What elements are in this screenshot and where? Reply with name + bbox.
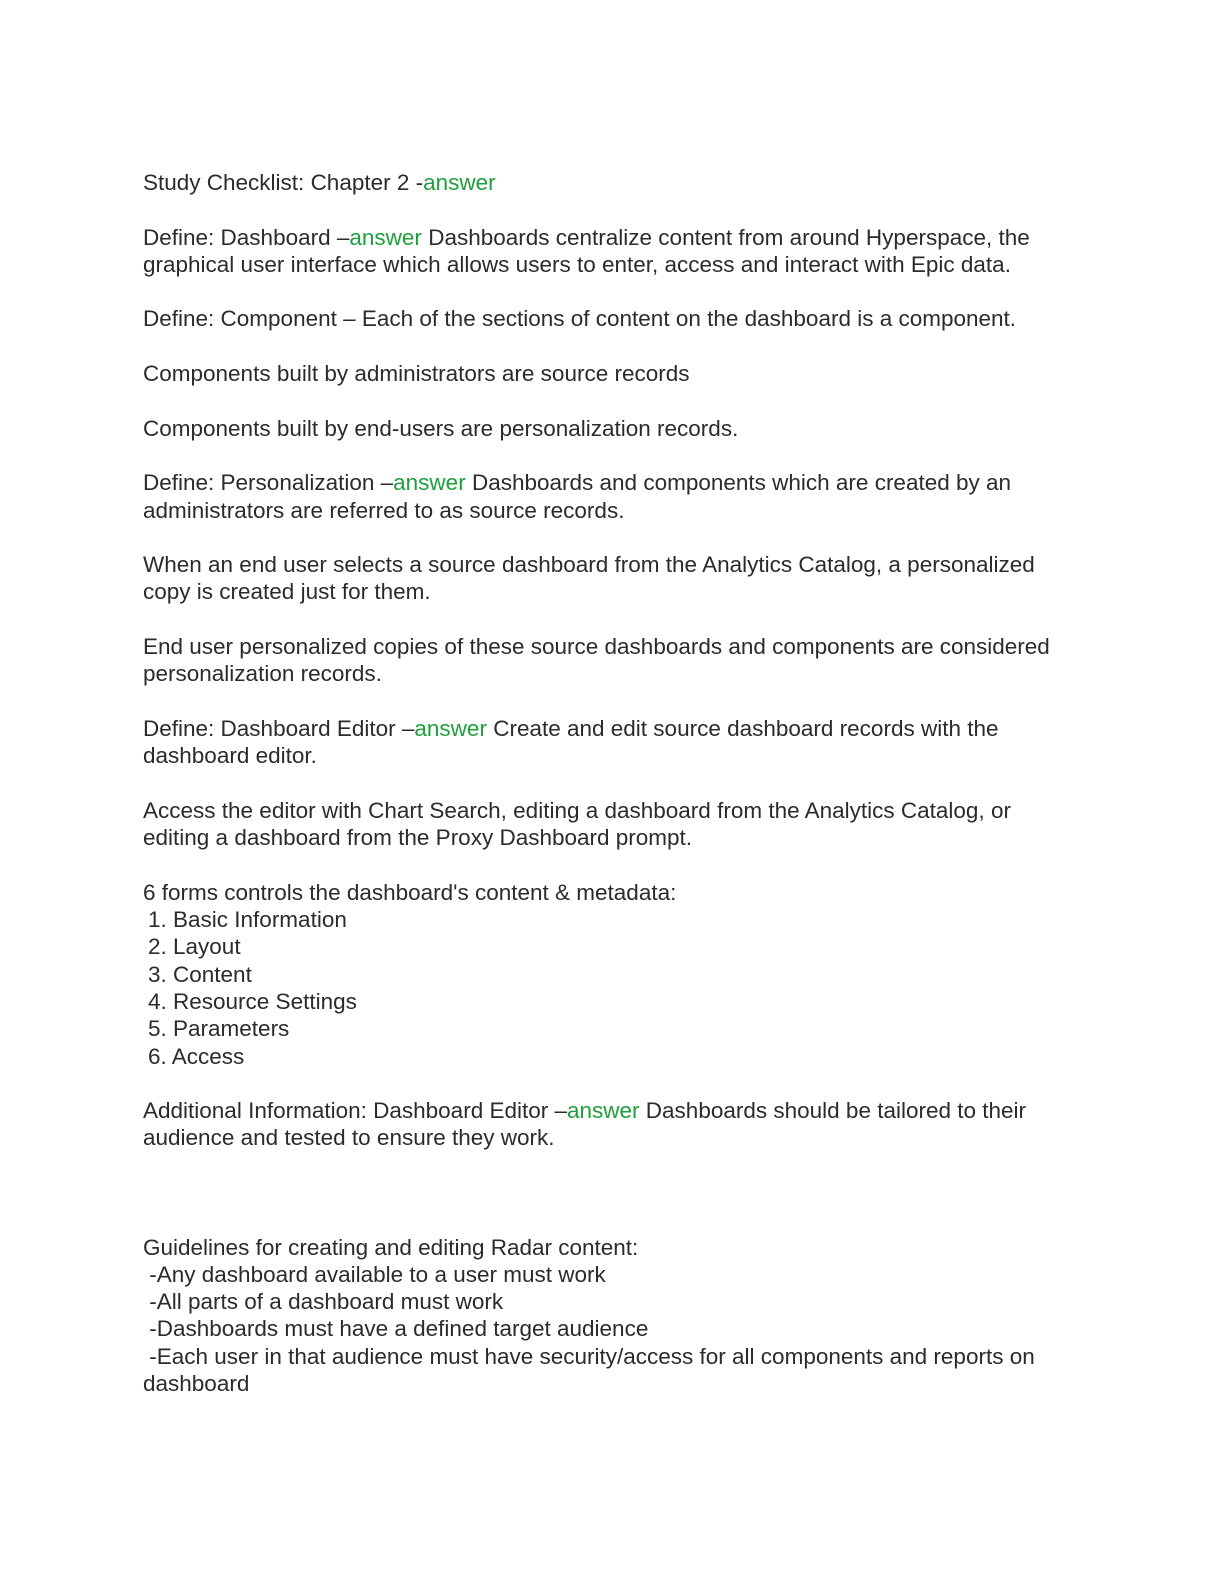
document-page — [143, 169, 1078, 1479]
additional-info-term: Additional Information: Dashboard Editor – — [143, 1098, 567, 1124]
additional-information — [143, 1097, 1078, 1152]
list-item: -Dashboards must have a defined target audience — [143, 1316, 649, 1342]
additional-info-answer-text: Dashboards should be tailored to their audience and tested to ensure they work. — [143, 1098, 1027, 1151]
answer-label: answer — [393, 470, 466, 496]
list-item: 1. Basic Information — [148, 907, 347, 933]
personalized-copy-note: When an end user selects a source dashboard from the Analytics Catalog, a personalized copy is created just for them. — [143, 552, 1035, 605]
components-end-users-note: Components built by end-users are personalization records. — [143, 415, 739, 441]
list-item: -Each user in that audience must have security/access for all components and reports on dashboard — [143, 1343, 1041, 1397]
list-item: 3. Content — [148, 961, 252, 987]
document-title — [143, 169, 1078, 196]
list-item: 6. Access — [148, 1043, 245, 1069]
answer-label: answer — [414, 715, 487, 741]
answer-label: answer — [423, 170, 496, 195]
answer-label: answer — [567, 1098, 640, 1124]
personalization-answer-text: Dashboards and components which are created by an administrators are referred to as source records. — [143, 470, 1012, 523]
personalization-definition — [143, 469, 1078, 524]
dashboard-answer-text: Dashboards centralize content from around Hyperspace, the graphical user interface which allows users to enter, access and interact with Epic data. — [143, 224, 1030, 277]
guidelines-intro: Guidelines for creating and editing Radar content: — [143, 1234, 639, 1260]
forms-section — [143, 879, 1078, 1070]
answer-label: answer — [349, 224, 422, 250]
dashboard-editor-answer-text: Create and edit source dashboard records with the dashboard editor. — [143, 715, 999, 769]
personalization-records-note: End user personalized copies of these source dashboards and components are considered personalization records. — [143, 634, 1050, 687]
dashboard-editor-definition — [143, 715, 1078, 770]
list-item: -Any dashboard available to a user must work — [143, 1261, 606, 1287]
list-item: 2. Layout — [148, 934, 241, 960]
title-text: Study Checklist: Chapter 2 - — [143, 170, 424, 195]
forms-intro: 6 forms controls the dashboard's content & metadata: — [143, 879, 677, 905]
personalization-term: Define: Personalization – — [143, 470, 394, 496]
component-definition: Define: Component – Each of the sections of content on the dashboard is a component. — [143, 306, 1017, 332]
dashboard-definition — [143, 224, 1078, 279]
list-item: 5. Parameters — [148, 1016, 290, 1042]
dashboard-editor-term: Define: Dashboard Editor – — [143, 715, 415, 741]
dashboard-term: Define: Dashboard – — [143, 224, 350, 250]
guidelines-section — [143, 1179, 1078, 1452]
list-item: -All parts of a dashboard must work — [143, 1289, 504, 1315]
components-admin-note: Components built by administrators are source records — [143, 361, 690, 387]
list-item: 4. Resource Settings — [148, 988, 357, 1014]
access-editor-note: Access the editor with Chart Search, editing a dashboard from the Analytics Catalog, or editing a dashboard from the Proxy Dashboard prompt. — [143, 797, 1011, 851]
